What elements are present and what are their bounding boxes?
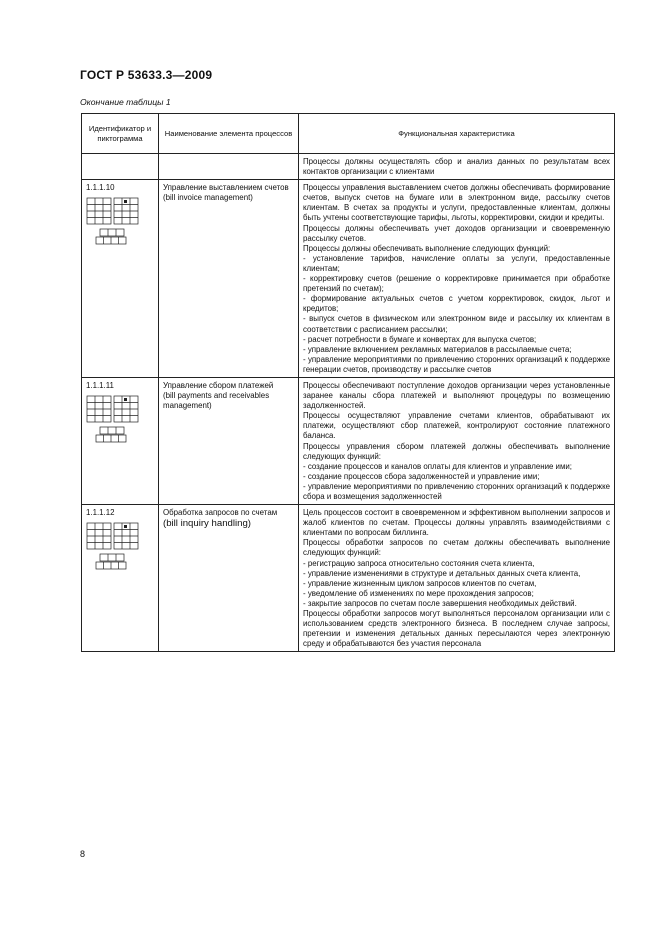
description-line: - создание процессов и каналов оплаты для клиентов и управление ими; bbox=[303, 461, 572, 471]
description-line: - регистрацию запроса относительно состояния счета клиента, bbox=[303, 558, 535, 568]
description-line: Процессы обработки запросов могут выполняться персоналом организации или с использованием средств электронного бизнеса. В последнем случае запросы, претензии и изменения детальных данных пересылаются через электронную среду и обрабатываются без участия персонала bbox=[303, 609, 610, 649]
process-name-en: (bill payments and receivables management) bbox=[163, 391, 270, 411]
table-header-row bbox=[82, 114, 615, 154]
description-line: Процессы осуществляют управление счетами клиентов, обрабатывают их платежи, осуществляют сбор платежей, контролируют состояние платежного баланса. bbox=[303, 411, 610, 441]
table-row bbox=[82, 180, 615, 378]
continuation-row bbox=[82, 154, 615, 180]
description-line: - управление мероприятиями по привлечению сторонних организаций к поддержке генерации счетов, производству и рассылке счетов bbox=[303, 354, 610, 374]
description-line: Процессы обработки запросов по счетам должны обеспечивать выполнение следующих функций: bbox=[303, 538, 610, 558]
document-title: ГОСТ Р 53633.3—2009 bbox=[80, 68, 213, 82]
process-table bbox=[81, 113, 615, 652]
description-line: - создание процессов сбора задолженностей и управление ими; bbox=[303, 471, 540, 481]
process-description bbox=[299, 505, 615, 652]
process-pictogram-icon bbox=[86, 522, 142, 572]
process-name: Обработка запросов по счетам bbox=[163, 508, 278, 518]
table-row bbox=[82, 377, 615, 504]
column-header-name: Наименование элемента процессов bbox=[159, 114, 299, 154]
description-line: - закрытие запросов по счетам после завершения необходимых действий. bbox=[303, 598, 577, 608]
description-line: Процессы должны обеспечивать выполнение следующих функций: bbox=[303, 243, 551, 253]
process-id: 1.1.1.11 bbox=[86, 380, 114, 390]
description-line: - расчет потребности в бумаге и конвертах для выпуска счетов; bbox=[303, 334, 537, 344]
description-line: - корректировку счетов (решение о корректировке принимается при обработке претензий по счетам); bbox=[303, 274, 610, 294]
continuation-text: Процессы должны осуществлять сбор и анализ данных по результатам всех контактов организации с клиентами bbox=[299, 154, 615, 180]
description-line: Процессы управления сбором платежей должны обеспечивать выполнение следующих функций: bbox=[303, 441, 610, 461]
process-id: 1.1.1.10 bbox=[86, 183, 115, 193]
table-row bbox=[82, 505, 615, 652]
description-line: - установление тарифов, начисление оплаты за услуги, предоставленные клиентам; bbox=[303, 253, 610, 273]
description-line: - выпуск счетов в физическом или электронном виде и рассылку их клиентам в соответствии с расписанием рассылки; bbox=[303, 314, 610, 334]
process-name-en: (bill invoice management) bbox=[163, 193, 253, 203]
process-id: 1.1.1.12 bbox=[86, 508, 115, 518]
process-name: Управление сбором платежей bbox=[163, 380, 274, 390]
process-name-en: (bill inquiry handling) bbox=[163, 518, 251, 530]
table-caption: Окончание таблицы 1 bbox=[80, 97, 171, 107]
process-name: Управление выставлением счетов bbox=[163, 183, 289, 193]
description-line: Процессы обеспечивают поступление доходов организации через установленные заранее каналы сбора платежей и выполняют процедуры по возмещению задолженностей. bbox=[303, 380, 610, 411]
description-line: - управление жизненным циклом запросов клиентов по счетам, bbox=[303, 578, 537, 588]
page-number: 8 bbox=[80, 849, 86, 859]
column-header-id: Идентификатор и пиктограмма bbox=[82, 114, 159, 154]
column-header-function: Функциональная характеристика bbox=[299, 114, 615, 154]
process-pictogram-icon bbox=[86, 395, 142, 445]
process-description bbox=[299, 180, 615, 378]
description-line: - уведомление об изменениях по мере прохождения запросов; bbox=[303, 588, 534, 598]
process-pictogram-icon bbox=[86, 197, 142, 247]
description-line: - управление изменениями в структуре и детальных данных счета клиента, bbox=[303, 568, 581, 578]
description-line: - формирование актуальных счетов с учетом корректировок, скидок, льгот и кредитов; bbox=[303, 294, 610, 314]
description-line: Цель процессов состоит в своевременном и эффективном выполнении запросов и жалоб клиентов по счетам. Процессы должны управлять взаимодействиями с клиентами по вопросам биллинга. bbox=[303, 508, 610, 538]
description-line: Процессы управления выставлением счетов должны обеспечивать формирование счетов, выпуск счетов на бумаге или в электронном виде, рассылку счетов клиентам. В счетах за продукты и услуги, предоставленные клиентам, должны быть учтены соответствующие тарифы, льготы, корректировки, скидки и кредиты. bbox=[303, 183, 610, 223]
description-line: - управление мероприятиями по привлечению сторонних организаций к поддержке сбора и возмещения задолженностей bbox=[303, 481, 610, 501]
description-line: - управление включением рекламных материалов в рассылаемые счета; bbox=[303, 344, 572, 354]
process-description bbox=[299, 377, 615, 504]
description-line: Процессы должны обеспечивать учет доходов организации и своевременную рассылку счетов. bbox=[303, 223, 610, 243]
